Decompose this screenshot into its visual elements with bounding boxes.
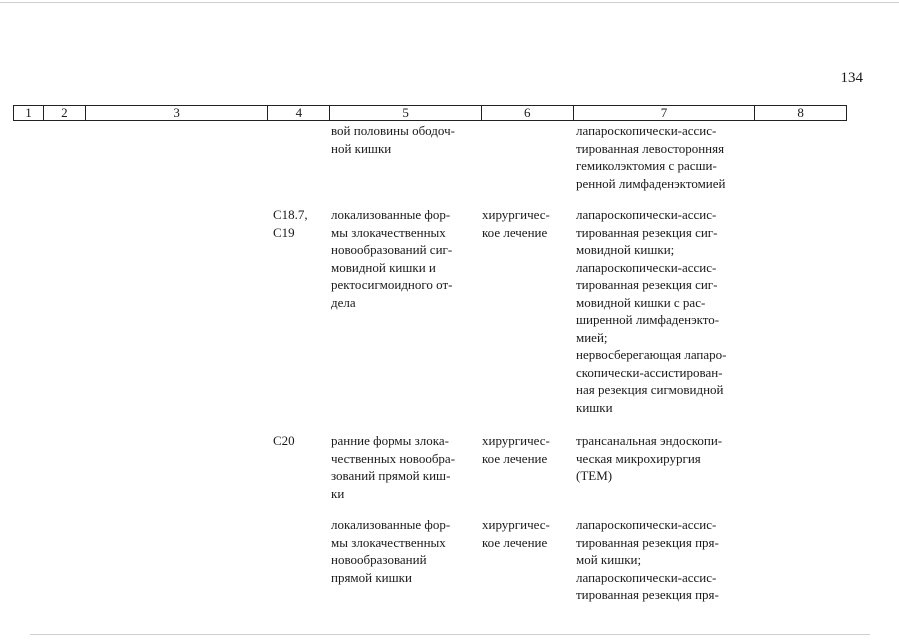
- block-3-treatment: хирургичес- кое лечение: [482, 433, 550, 466]
- scan-edge-bottom: [30, 634, 870, 635]
- block-2-description: локализованные фор- мы злокачественных новообразований сиг- мовидной кишки и ректосигмоидного от- дела: [331, 207, 453, 310]
- block-4-description: локализованные фор- мы злокачественных новообразований прямой кишки: [331, 517, 451, 585]
- header-col-8: 8: [797, 105, 804, 120]
- block-3-description: ранние формы злока- чественных новообра- зований прямой киш- ки: [331, 433, 456, 501]
- block-2-method: лапароскопически-ассис- тированная резекция сиг- мовидной кишки; лапароскопически-ассис- тированная резекция сиг- мовидной кишки с рас- ширенной лимфаденэкто- мией; нервосберегающая лапаро- скопически-ассистирован- ная резекция сигмовидной кишки: [576, 207, 727, 415]
- block-2-code: С18.7, С19: [273, 207, 308, 240]
- header-col-1: 1: [14, 106, 44, 120]
- header-col-4: 4: [268, 106, 330, 120]
- header-col-5: 5: [330, 106, 482, 120]
- block-3-code: С20: [273, 433, 295, 448]
- header-col-6: 6: [482, 106, 574, 120]
- header-col-3: 3: [86, 106, 269, 120]
- header-col-7: 7: [574, 106, 756, 120]
- table-header-row: [13, 105, 847, 121]
- block-1-description: вой половины ободоч- ной кишки: [331, 123, 455, 156]
- scan-edge-top: [0, 2, 899, 3]
- block-4-method: лапароскопически-ассис- тированная резекция пря- мой кишки; лапароскопически-ассис- тированная резекция пря-: [576, 517, 719, 602]
- block-3-method: трансанальная эндоскопи- ческая микрохирургия (ТЕМ): [576, 433, 723, 483]
- block-1-method: лапароскопически-ассис- тированная левосторонняя гемиколэктомия с расши- ренной лимфаденэктомией: [576, 123, 726, 191]
- block-2-treatment: хирургичес- кое лечение: [482, 207, 550, 240]
- header-col-2: 2: [44, 106, 86, 120]
- block-4-treatment: хирургичес- кое лечение: [482, 517, 550, 550]
- page-number: 134: [840, 70, 863, 86]
